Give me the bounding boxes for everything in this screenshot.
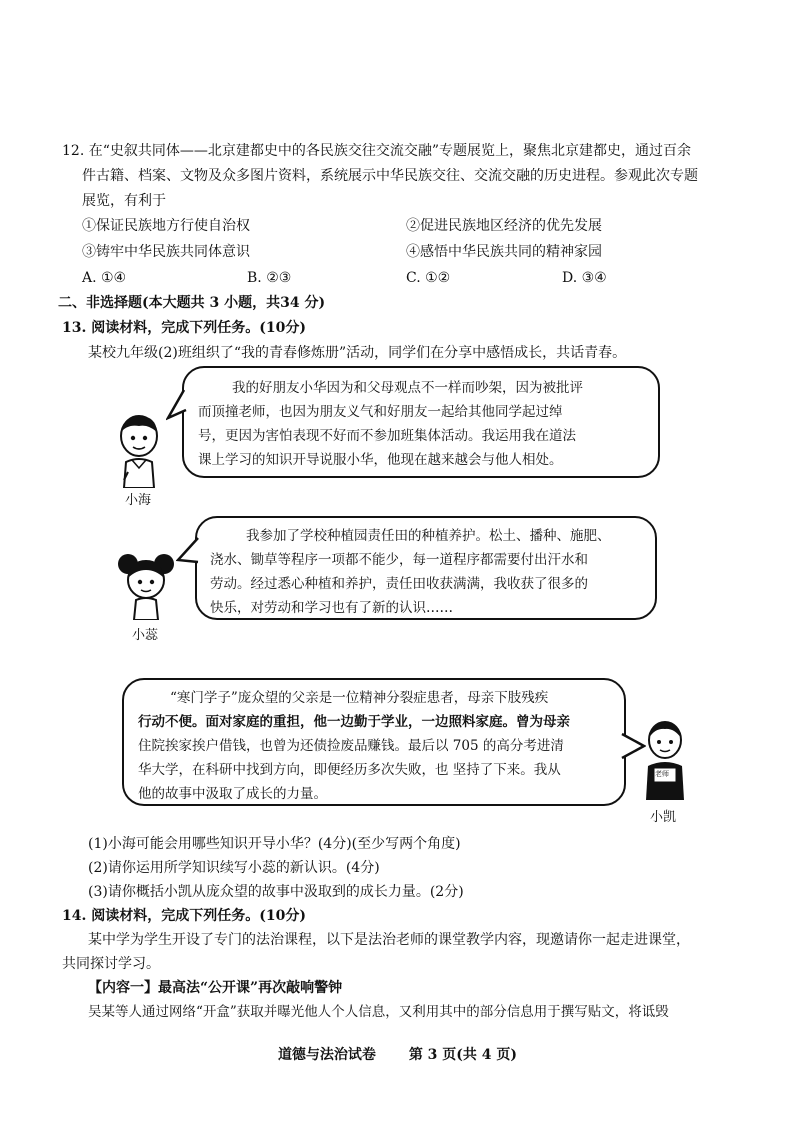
bubble-tail <box>176 536 202 572</box>
q12-item-4: ④感悟中华民族共同的精神家园 <box>406 244 602 260</box>
q14-intro-line-1: 某中学为学生开设了专门的法治课程，以下是法治老师的课堂教学内容，现邀请你一起走进课堂， <box>88 932 690 948</box>
footer-subject: 道德与法治试卷 <box>277 1047 376 1063</box>
q13-task-2: (2)请你运用所学知识续写小蕊的新认识。(4分) <box>88 860 380 876</box>
q12-stem-line-2: 件古籍、档案、文物及众多图片资料，系统展示中华民族交往、交流交融的历史进程。参观此次专题 <box>82 168 698 184</box>
bubble2-line-3: 劳动。经过悉心种植和养护，责任田收获满满，我收获了很多的 <box>210 576 588 592</box>
q12-stem-line-3: 展览，有利于 <box>82 193 166 209</box>
q12-stem-line-1: 12. 在“史叙共同体——北京建都史中的各民族交往交流交融”专题展览上，聚焦北京建都史，通过百余 <box>62 143 692 159</box>
boy-with-badge-avatar-icon <box>640 716 690 800</box>
bubble2-line-1: 我参加了学校种植园责任田的种植养护。松土、播种、施肥、 <box>246 528 611 544</box>
q12-item-3: ③铸牢中华民族共同体意识 <box>82 244 250 260</box>
bubble3-line-1: “寒门学子”庞众望的父亲是一位精神分裂症患者，母亲下肢残疾 <box>170 690 549 706</box>
q14-content1-title: 【内容一】最高法“公开课”再次敲响警钟 <box>88 980 343 996</box>
bubble3-line-3: 住院挨家挨户借钱，也曾为还债捡废品赚钱。最后以 705 的高分考进清 <box>138 738 564 754</box>
bubble3-line-4: 华大学，在科研中找到方向，即便经历多次失败，也 坚持了下来。我从 <box>138 762 561 778</box>
bubble1-line-4: 课上学习的知识开导说服小华，他现在越来越会与他人相处。 <box>198 452 563 468</box>
name-xiaokai: 小凯 <box>650 810 677 825</box>
bubble3-line-5: 他的故事中汲取了成长的力量。 <box>138 786 327 802</box>
q14-content1-text: 吴某等人通过网络“开盒”获取并曝光他人个人信息，又利用其中的部分信息用于撰写贴文，将诋毁 <box>88 1004 669 1020</box>
q12-choice-a: A. ①④ <box>82 270 127 286</box>
bubble2-line-4: 快乐，对劳动和学习也有了新的认识…… <box>210 600 453 616</box>
girl-avatar-icon <box>114 548 178 620</box>
footer-page-number: 第 3 页(共 4 页) <box>408 1047 518 1063</box>
q13-task-3: (3)请你概括小凯从庞众望的故事中汲取到的成长力量。(2分) <box>88 884 464 900</box>
bubble1-line-2: 而顶撞老师，也因为朋友义气和好朋友一起给其他同学起过绰 <box>198 404 563 420</box>
bubble-tail <box>166 388 190 424</box>
page-footer <box>0 1044 795 1064</box>
q12-choice-b: B. ②③ <box>247 270 292 286</box>
bubble2-line-2: 浇水、锄草等程序一项都不能少，每一道程序都需要付出汗水和 <box>210 552 588 568</box>
bubble3-line-2: 行动不便。面对家庭的重担，他一边勤于学业，一边照料家庭。曾为母亲 <box>138 714 570 730</box>
section-2-heading: 二、非选择题(本大题共 3 小题，共34 分) <box>58 295 326 311</box>
q14-title: 14. 阅读材料，完成下列任务。(10分) <box>62 908 306 924</box>
boy-avatar-icon <box>110 410 168 488</box>
q13-title: 13. 阅读材料，完成下列任务。(10分) <box>62 320 306 336</box>
q13-intro: 某校九年级(2)班组织了“我的青春修炼册”活动，同学们在分享中感悟成长，共话青春。 <box>88 345 627 361</box>
bubble1-line-1: 我的好朋友小华因为和父母观点不一样而吵架，因为被批评 <box>232 380 583 396</box>
name-xiaohai: 小海 <box>125 493 152 508</box>
q12-item-2: ②促进民族地区经济的优先发展 <box>406 218 602 234</box>
name-xiaorui: 小蕊 <box>132 628 159 643</box>
bubble1-line-3: 号，更因为害怕表现不好而不参加班集体活动。我运用我在道法 <box>198 428 576 444</box>
q14-intro-line-2: 共同探讨学习。 <box>62 956 160 972</box>
q13-task-1: (1)小海可能会用哪些知识开导小华？(4分)(至少写两个角度) <box>88 836 461 852</box>
teacher-badge-label: 老师 <box>655 770 669 778</box>
q12-item-1: ①保证民族地方行使自治权 <box>82 218 250 234</box>
q12-choice-d: D. ③④ <box>562 270 607 286</box>
q12-choice-c: C. ①② <box>406 270 451 286</box>
